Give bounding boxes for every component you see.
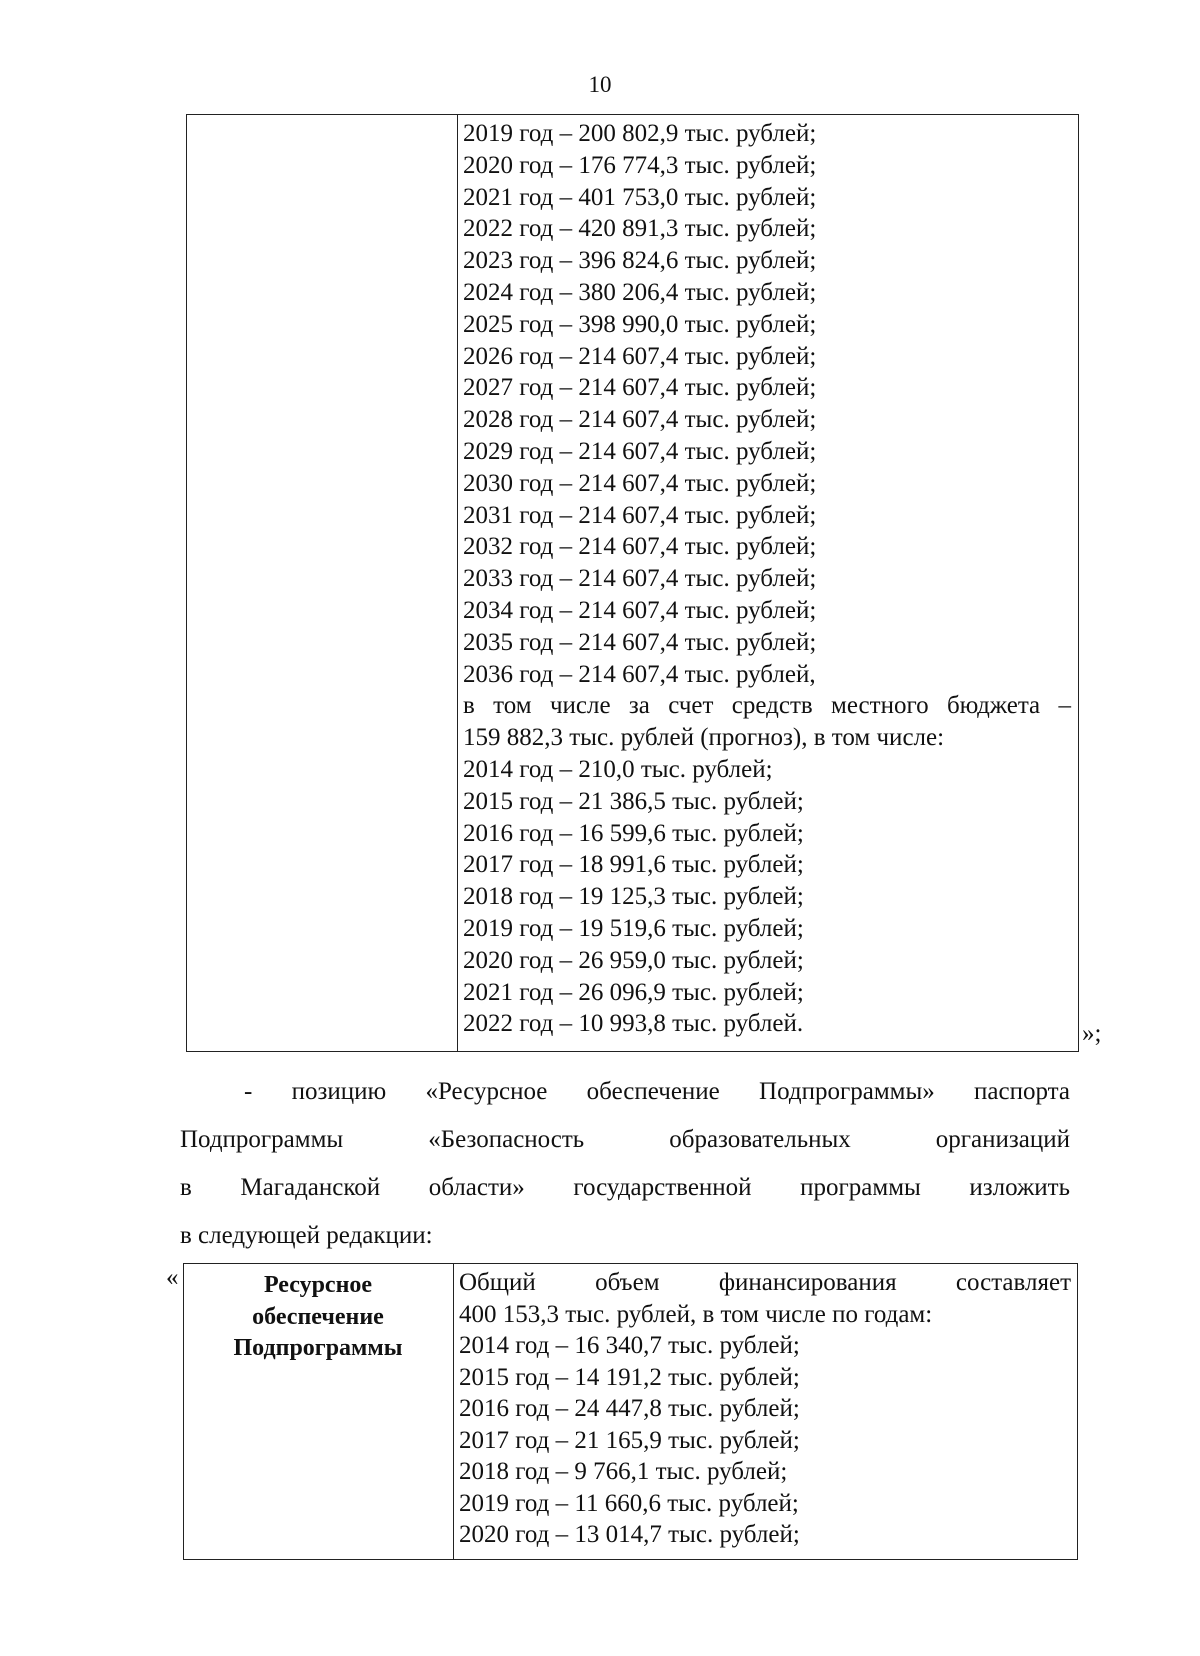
resource-line: 2019 год – 11 660,6 тыс. рублей; <box>459 1489 799 1517</box>
funding-line: 2022 год – 420 891,3 тыс. рублей; <box>463 215 817 243</box>
funding-line: 2022 год – 10 993,8 тыс. рублей. <box>463 1010 804 1038</box>
funding-line: 2021 год – 26 096,9 тыс. рублей; <box>463 978 804 1006</box>
funding-line: 2036 год – 214 607,4 тыс. рублей, <box>463 660 816 688</box>
column-divider <box>453 1264 454 1559</box>
funding-line: 2018 год – 19 125,3 тыс. рублей; <box>463 883 804 911</box>
funding-line: 2019 год – 19 519,6 тыс. рублей; <box>463 914 804 942</box>
funding-line: 2017 год – 18 991,6 тыс. рублей; <box>463 851 804 879</box>
funding-line: 2020 год – 176 774,3 тыс. рублей; <box>463 151 817 179</box>
page-number: 10 <box>588 72 612 97</box>
funding-line: 2016 год – 16 599,6 тыс. рублей; <box>463 819 804 847</box>
resource-line: 2015 год – 14 191,2 тыс. рублей; <box>459 1363 800 1391</box>
resource-line: 2017 год – 21 165,9 тыс. рублей; <box>459 1426 800 1454</box>
funding-line: 159 882,3 тыс. рублей (прогноз), в том числе: <box>463 724 945 752</box>
paragraph-line: Подпрограммы «Безопасность образовательных организаций <box>180 1126 1070 1153</box>
row-label-line: Ресурсное <box>263 1272 373 1298</box>
paragraph-line: в Магаданской области» государственной программы изложить <box>180 1174 1070 1201</box>
resource-provision-table <box>183 1263 1078 1560</box>
funding-line: 2023 год – 396 824,6 тыс. рублей; <box>463 247 817 275</box>
funding-line: 2029 год – 214 607,4 тыс. рублей; <box>463 437 817 465</box>
resource-line: 2020 год – 13 014,7 тыс. рублей; <box>459 1521 800 1548</box>
funding-line: 2034 год – 214 607,4 тыс. рублей; <box>463 596 817 624</box>
funding-table-continued <box>186 114 1079 1052</box>
resource-line: 2018 год – 9 766,1 тыс. рублей; <box>459 1458 788 1485</box>
funding-line: 2024 год – 380 206,4 тыс. рублей; <box>463 278 817 306</box>
funding-lines <box>463 118 1071 1040</box>
funding-line: 2033 год – 214 607,4 тыс. рублей; <box>463 565 817 593</box>
closing-quote-mark: »; <box>1082 1020 1102 1047</box>
resource-line: Общий объем финансирования составляет <box>459 1269 1071 1296</box>
resource-line: 2016 год – 24 447,8 тыс. рублей; <box>459 1395 800 1422</box>
funding-line: 2019 год – 200 802,9 тыс. рублей; <box>463 120 817 147</box>
funding-line: 2035 год – 214 607,4 тыс. рублей; <box>463 628 817 656</box>
row-label-line: Подпрограммы <box>233 1335 403 1361</box>
resource-line: 400 153,3 тыс. рублей, в том числе по годам: <box>459 1300 933 1328</box>
paragraph-line: - позицию «Ресурсное обеспечение Подпрограммы» паспорта <box>244 1078 1070 1105</box>
funding-line: 2025 год – 398 990,0 тыс. рублей; <box>463 310 817 338</box>
funding-line: 2014 год – 210,0 тыс. рублей; <box>463 755 773 783</box>
funding-line: 2028 год – 214 607,4 тыс. рублей; <box>463 406 817 434</box>
paragraph-line: в следующей редакции: <box>180 1222 433 1249</box>
row-label <box>184 1270 452 1365</box>
resource-lines <box>459 1267 1071 1551</box>
column-divider <box>457 115 458 1051</box>
funding-line: 2026 год – 214 607,4 тыс. рублей; <box>463 342 817 370</box>
funding-line: 2015 год – 21 386,5 тыс. рублей; <box>463 787 804 815</box>
resource-line: 2014 год – 16 340,7 тыс. рублей; <box>459 1332 800 1359</box>
funding-line: 2031 год – 214 607,4 тыс. рублей; <box>463 501 817 529</box>
amendment-paragraph <box>180 1068 1070 1260</box>
funding-line: 2020 год – 26 959,0 тыс. рублей; <box>463 946 804 974</box>
opening-quote-mark: « <box>166 1264 179 1291</box>
funding-line: 2030 год – 214 607,4 тыс. рублей; <box>463 469 817 497</box>
funding-line: 2032 год – 214 607,4 тыс. рублей; <box>463 533 817 561</box>
funding-line: 2021 год – 401 753,0 тыс. рублей; <box>463 183 817 211</box>
funding-line: в том числе за счет средств местного бюджета – <box>463 692 1071 720</box>
funding-line: 2027 год – 214 607,4 тыс. рублей; <box>463 374 817 402</box>
row-label-line: обеспечение <box>252 1303 384 1330</box>
